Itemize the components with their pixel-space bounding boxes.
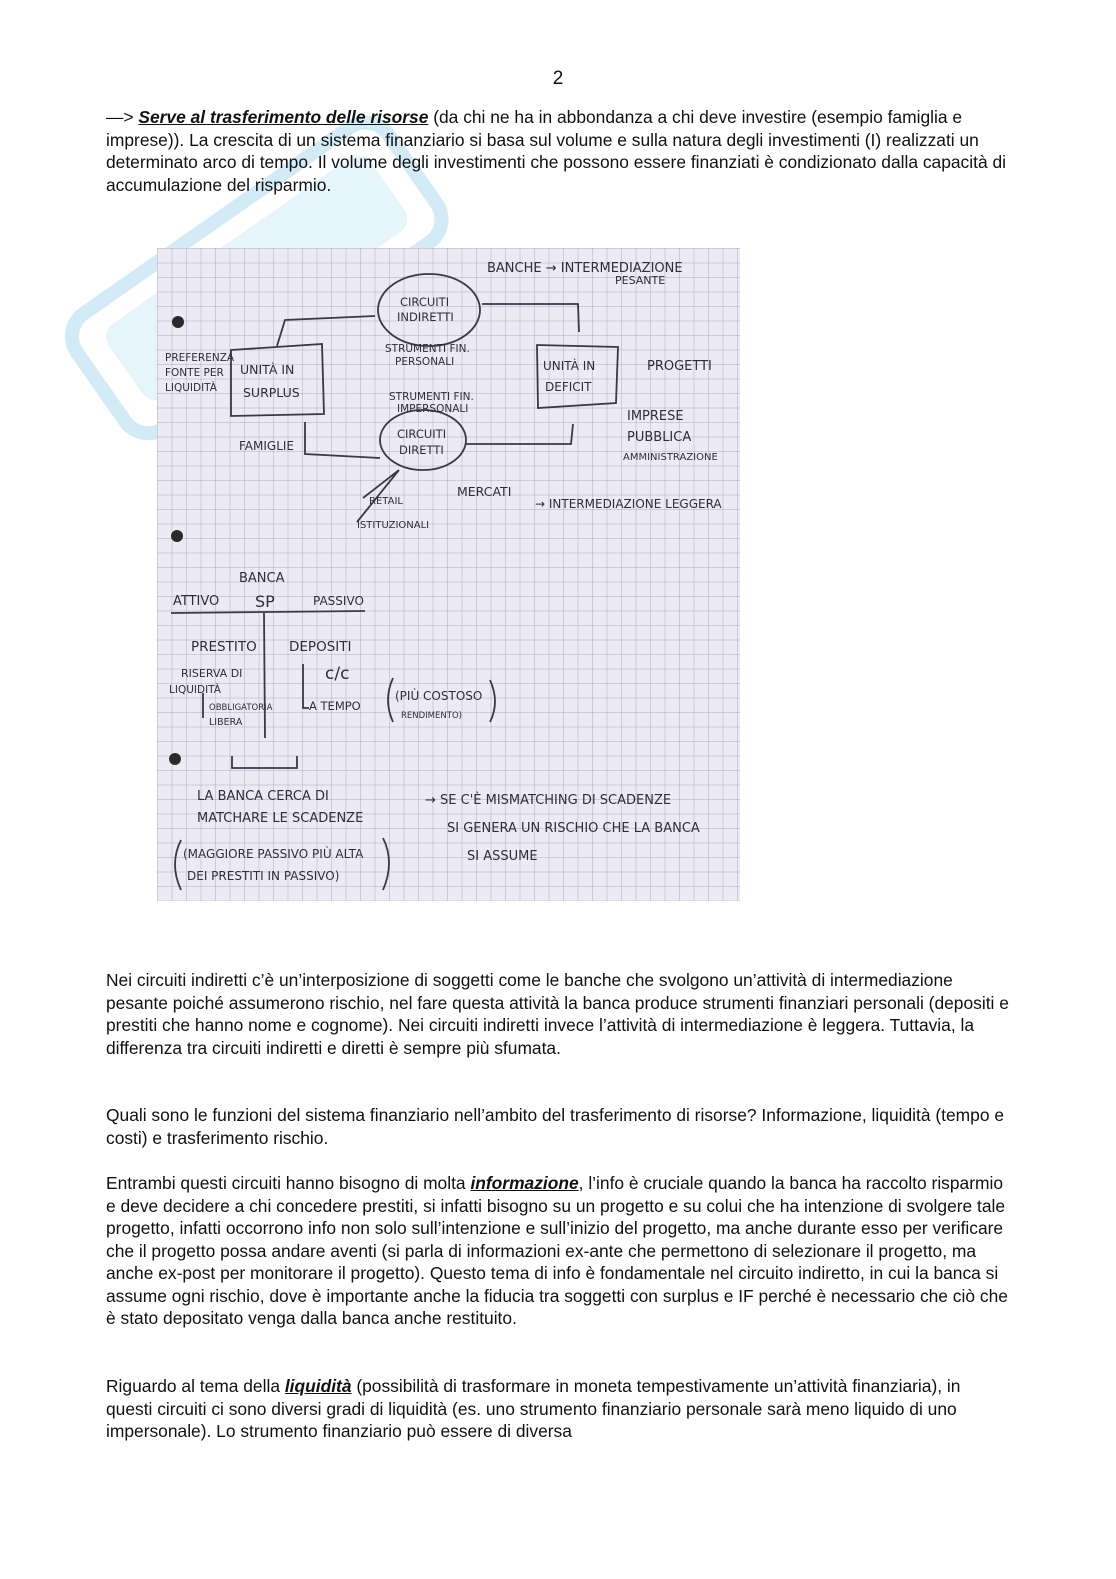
punch-hole bbox=[172, 316, 184, 328]
box-deficit bbox=[537, 345, 618, 408]
label-passivo: PASSIVO bbox=[313, 594, 364, 608]
paren-right bbox=[490, 680, 495, 722]
label-rendimento: RENDIMENTO) bbox=[401, 711, 462, 721]
label-cc: c/c bbox=[325, 664, 350, 684]
paragraph-informazione bbox=[106, 1172, 1011, 1330]
circle-direct-label-2: DIRETTI bbox=[399, 443, 444, 457]
line-direct-deficit bbox=[466, 424, 573, 444]
handwritten-diagram bbox=[157, 248, 740, 901]
paragraph-circuiti: Nei circuiti indiretti c’è un’interposizione di soggetti come le banche che svolgono un’attività di intermediazione pesante poiché assumerono rischio, nel fare questa attività la banca produce strumenti finanziari personali (depositi e prestiti che hanno nome e cognome). Nei circuiti indiretti invece l’attività di intermediazione è leggera. Tuttavia, la differenza tra circuiti indiretti e diretti è sempre più sfumata. bbox=[106, 970, 1009, 1058]
paragraph-liquidita bbox=[106, 1375, 1011, 1443]
paragraph-liquidita-after: (possibilità di trasformare in moneta tempestivamente un’attività finanziaria), in questi circuiti ci sono diversi gradi di liquidità (es. uno strumento finanziario personale sarà meno liquido di uno impersonale). Lo strumento finanziario può essere di diversa bbox=[106, 1376, 961, 1441]
note-amministrazione: AMMINISTRAZIONE bbox=[623, 452, 718, 463]
note-preferenza-1: PREFERENZA bbox=[165, 352, 235, 364]
paren-left bbox=[175, 840, 181, 890]
handwritten-diagram-photo bbox=[157, 248, 740, 901]
note-mismatch-2: SI GENERA UN RISCHIO CHE LA BANCA bbox=[447, 821, 700, 836]
highlight-trasferimento: Serve al trasferimento delle risorse bbox=[138, 107, 429, 127]
circle-indirect-label-1: CIRCUITI bbox=[400, 295, 450, 309]
note-retail: RETAIL bbox=[369, 496, 403, 507]
note-maggiore-1: (MAGGIORE PASSIVO PIÙ ALTA bbox=[183, 847, 364, 861]
balance-sheet-hline bbox=[171, 611, 365, 613]
label-banca: BANCA bbox=[239, 571, 285, 586]
note-istituzionali: ISTITUZIONALI bbox=[357, 520, 430, 531]
line-surplus-direct bbox=[305, 422, 380, 458]
label-attivo: ATTIVO bbox=[173, 594, 220, 609]
label-libera: LIBERA bbox=[209, 717, 243, 728]
arrow-marker: —> bbox=[106, 107, 134, 127]
page-number: 2 bbox=[552, 68, 564, 89]
note-strumenti-personali-2: PERSONALI bbox=[395, 356, 455, 368]
paragraph-informazione-before: Entrambi questi circuiti hanno bisogno di molta bbox=[106, 1173, 471, 1193]
label-riserva-1: RISERVA DI bbox=[181, 667, 243, 680]
note-preferenza-2: FONTE PER bbox=[165, 367, 224, 379]
line-surplus-indirect bbox=[277, 316, 375, 346]
paragraph-informazione-after: , l’info è cruciale quando la banca ha raccolto risparmio e deve decidere a chi concedere prestiti, si infatti bisogno su un progetto e su colui che ha intenzione di svolgere tale progetto, infatti occorrono info non solo sull’intenzione e sull’inizio del progetto, ma anche durante esso per verificare che il progetto possa andare aventi (si parla di informazioni ex-ante che permettono di selezionare il progetto, ma anche ex-post per monitorare il progetto). Questo tema di info è fondamentale nel circuito indiretto, in cui la banca si assume ogni rischio, dove è importante anche la fiducia tra soggetti con surplus e IF perché è necessario che ciò che è stato depositato venga dalla banca anche restituito. bbox=[106, 1173, 1008, 1328]
balance-sheet-vline bbox=[264, 613, 265, 738]
paragraph-intro bbox=[106, 106, 1011, 196]
paragraph-liquidita-before: Riguardo al tema della bbox=[106, 1376, 285, 1396]
punch-hole bbox=[171, 530, 183, 542]
circle-indirect-label-2: INDIRETTI bbox=[397, 310, 454, 324]
paragraph-funzioni: Quali sono le funzioni del sistema finanziario nell’ambito del trasferimento di risorse? Informazione, liquidità (tempo e costi) e trasferimento rischio. bbox=[106, 1105, 1004, 1148]
note-progetti: PROGETTI bbox=[647, 359, 712, 374]
note-banche: BANCHE → INTERMEDIAZIONE bbox=[487, 261, 683, 276]
note-famiglie: FAMIGLIE bbox=[239, 439, 295, 453]
label-obbligatoria: OBBLIGATORIA bbox=[209, 703, 273, 713]
highlight-informazione: informazione bbox=[470, 1173, 579, 1193]
note-mercati: MERCATI bbox=[457, 484, 512, 499]
label-sp: SP bbox=[255, 592, 275, 611]
punch-hole bbox=[169, 753, 181, 765]
note-mismatch-1: → SE C'È MISMATCHING DI SCADENZE bbox=[425, 793, 672, 808]
note-strumenti-impersonali-1: STRUMENTI FIN. bbox=[389, 391, 474, 403]
line-indirect-deficit bbox=[482, 304, 579, 332]
note-mismatch-3: SI ASSUME bbox=[467, 849, 538, 864]
circle-direct-label-1: CIRCUITI bbox=[397, 427, 447, 441]
note-imprese: IMPRESE bbox=[627, 409, 684, 424]
label-prestito: PRESTITO bbox=[191, 639, 257, 655]
label-a-tempo: A TEMPO bbox=[309, 699, 361, 713]
note-matching-2: MATCHARE LE SCADENZE bbox=[197, 811, 364, 826]
note-strumenti-personali-1: STRUMENTI FIN. bbox=[385, 343, 470, 355]
box-surplus-label-2: SURPLUS bbox=[243, 385, 300, 400]
paragraph-intro-text: (da chi ne ha in abbondanza a chi deve investire (esempio famiglia e imprese)). La crescita di un sistema finanziario si basa sul volume e sulla natura degli investimenti (I) realizzati un determinato arco di tempo. Il volume degli investimenti che possono essere finanziati è condizionato dalla capacità di accumulazione del risparmio. bbox=[106, 107, 1006, 195]
note-intermediazione-leggera: → INTERMEDIAZIONE LEGGERA bbox=[535, 497, 722, 511]
note-strumenti-impersonali-2: IMPERSONALI bbox=[397, 403, 469, 415]
note-preferenza-3: LIQUIDITÀ bbox=[165, 382, 217, 394]
box-deficit-label-2: DEFICIT bbox=[545, 380, 592, 394]
paren-left bbox=[388, 678, 393, 722]
label-piu-costoso: (PIÙ COSTOSO bbox=[395, 689, 483, 703]
note-maggiore-2: DEI PRESTITI IN PASSIVO) bbox=[187, 869, 340, 883]
box-deficit-label-1: UNITÀ IN bbox=[543, 359, 596, 373]
box-surplus bbox=[231, 344, 324, 416]
highlight-liquidita: liquidità bbox=[284, 1376, 352, 1396]
matching-bracket bbox=[232, 756, 297, 768]
label-depositi: DEPOSITI bbox=[289, 639, 352, 655]
box-surplus-label-1: UNITÀ IN bbox=[240, 362, 295, 377]
label-riserva-2: LIQUIDITÀ bbox=[169, 684, 221, 696]
paren-right bbox=[383, 838, 389, 890]
note-pesante: PESANTE bbox=[615, 274, 666, 287]
note-matching-1: LA BANCA CERCA DI bbox=[197, 789, 329, 804]
note-pubblica: PUBBLICA bbox=[627, 430, 692, 445]
